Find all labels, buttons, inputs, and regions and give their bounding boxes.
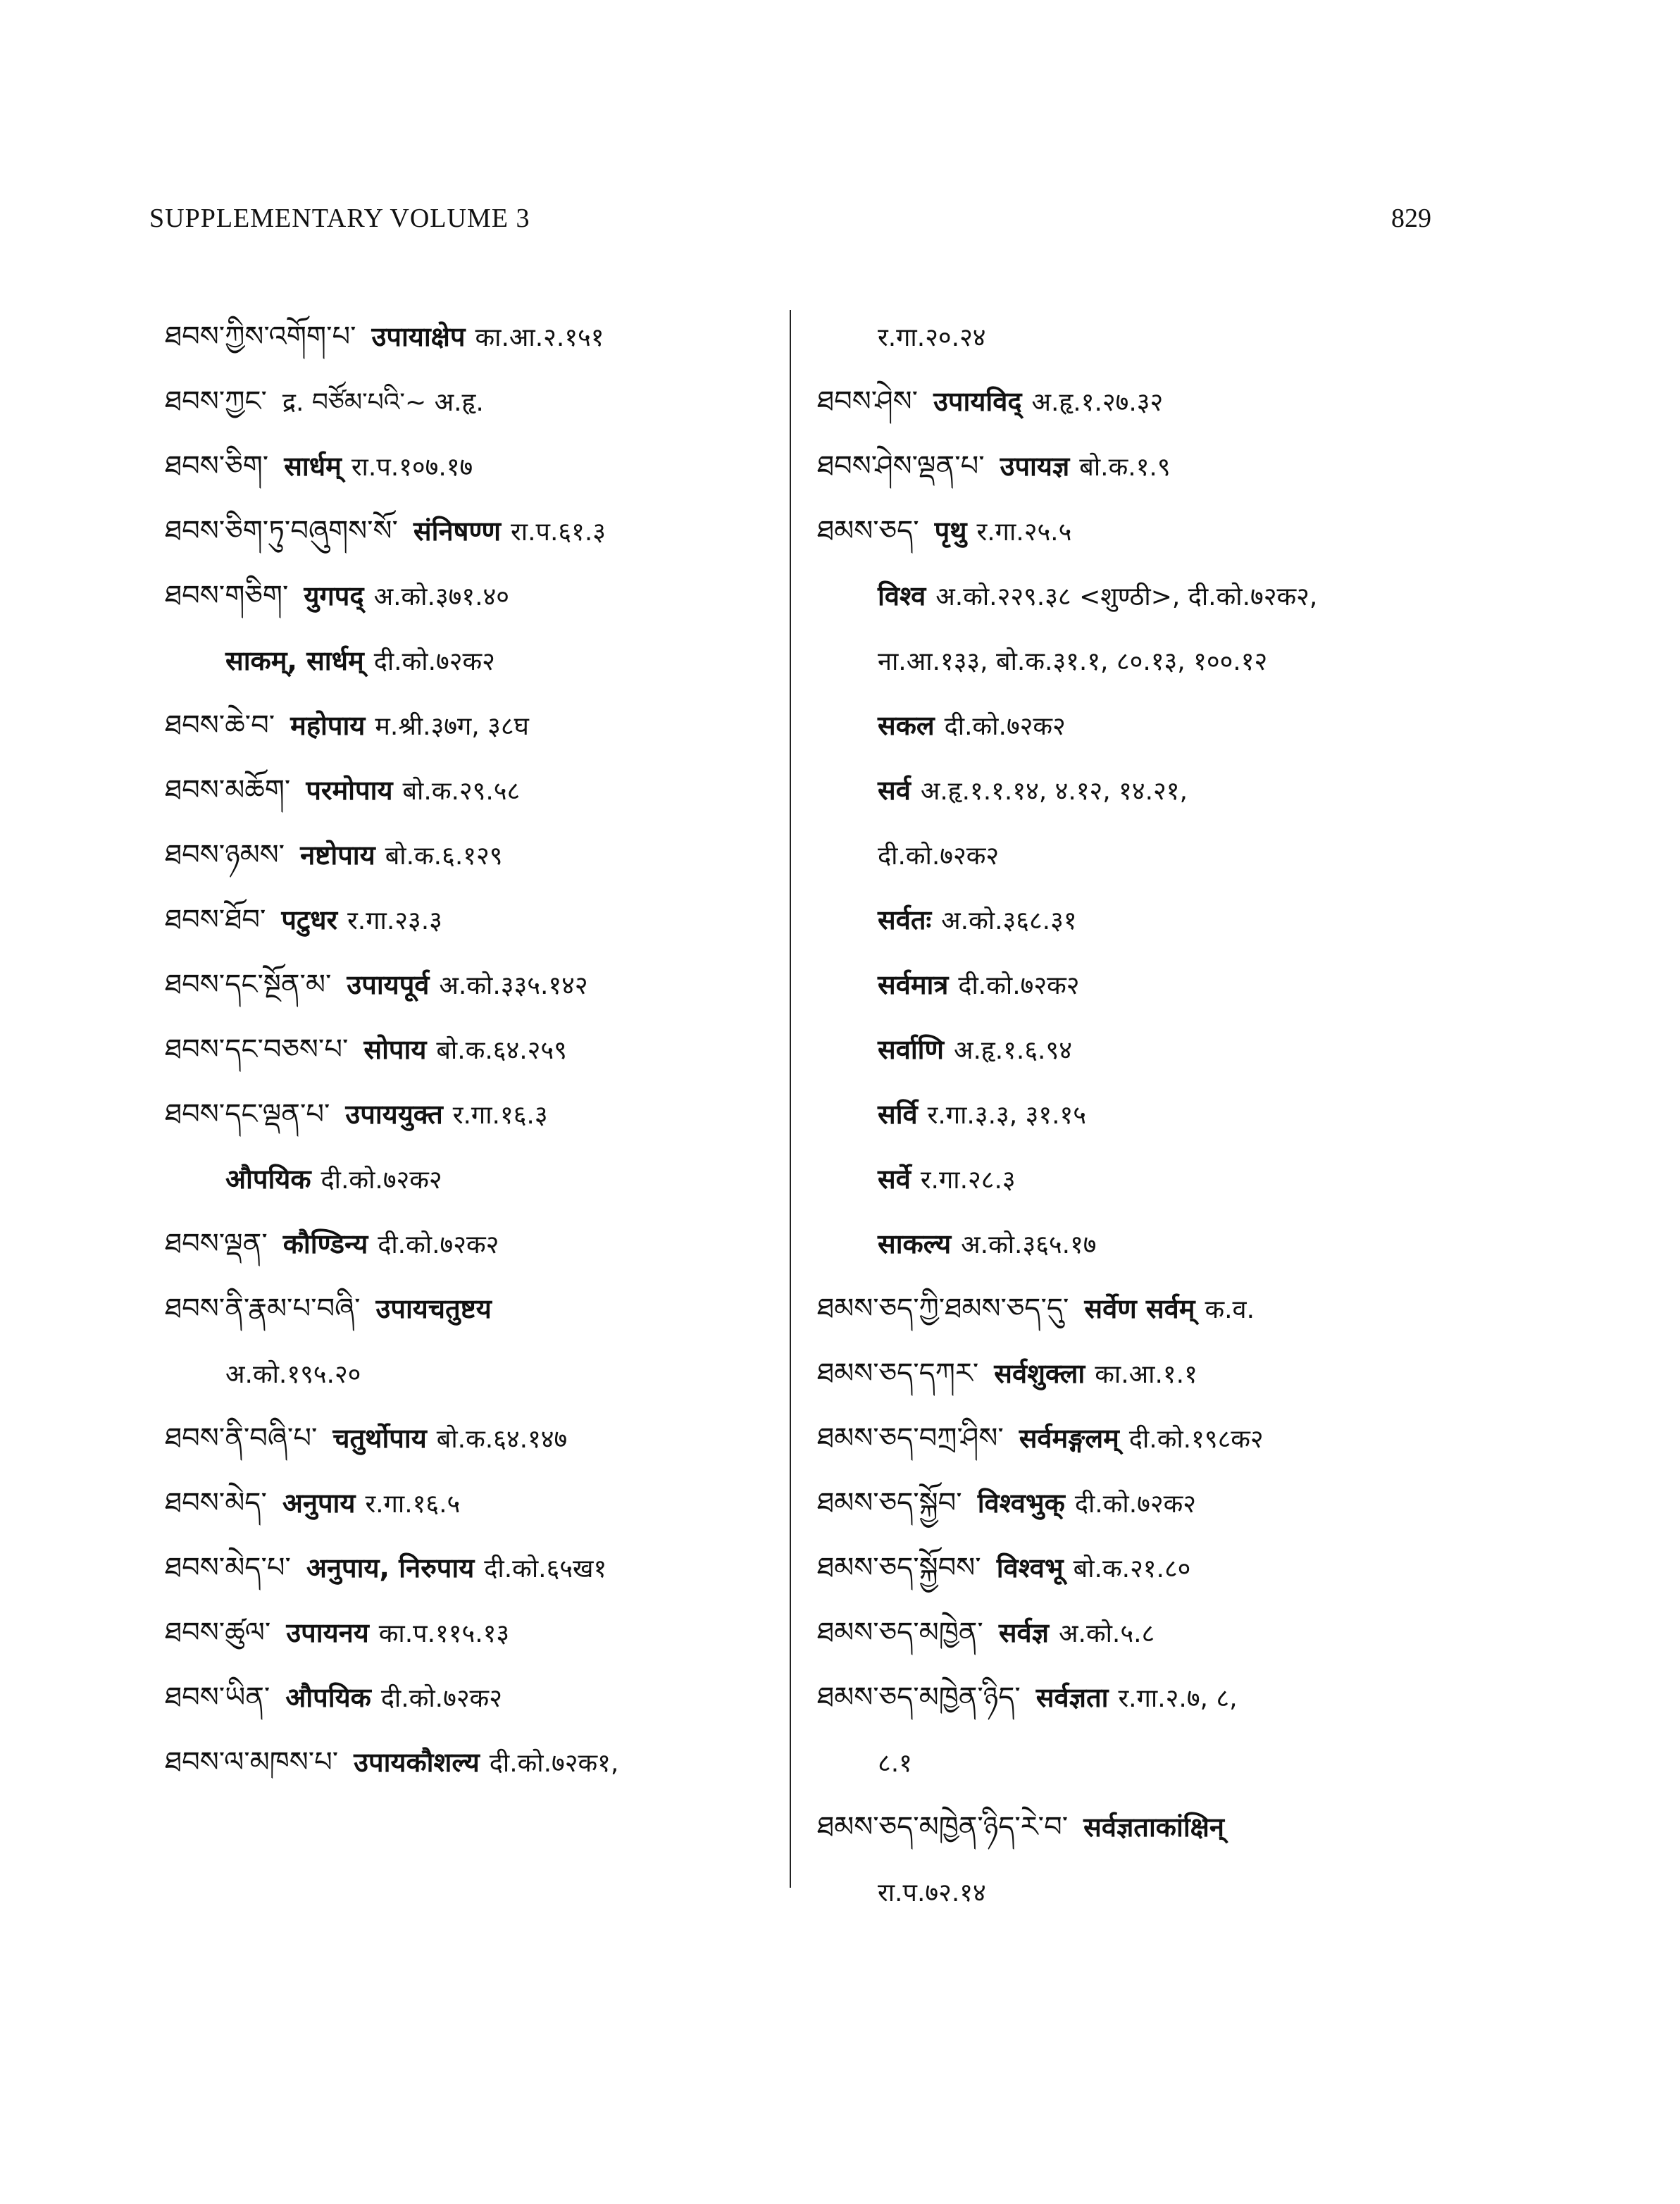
dictionary-entry	[817, 1665, 1451, 1730]
dictionary-entry	[817, 888, 1451, 952]
source-reference: अ.को.१९५.२०	[225, 1360, 361, 1389]
tibetan-headword: ཐབས་ཤེས་	[817, 385, 919, 418]
tibetan-headword: ཐམས་ཅད་	[817, 515, 919, 547]
tibetan-headword: ཐམས་ཅད་དཀར་	[817, 1357, 979, 1390]
dictionary-entry	[817, 1276, 1451, 1341]
source-reference: बो.क.२१.८०	[1073, 1555, 1191, 1583]
sanskrit-equivalent: विश्वभुक्	[977, 1488, 1065, 1519]
sanskrit-equivalent: नष्टोपाय	[300, 840, 375, 871]
dictionary-entry	[165, 1276, 785, 1341]
sanskrit-equivalent: सोपाय	[363, 1034, 427, 1065]
dictionary-entry	[165, 1471, 785, 1536]
dictionary-entry	[817, 1730, 1451, 1795]
source-reference: अ.को.३३५.१४२	[439, 971, 588, 1000]
dictionary-entry	[165, 1536, 785, 1600]
dictionary-entry	[817, 1406, 1451, 1471]
sanskrit-equivalent: संनिषण्ण	[413, 516, 502, 547]
sanskrit-equivalent: उपायज्ञ	[1000, 451, 1070, 482]
sanskrit-equivalent: विश्व	[878, 580, 926, 611]
tibetan-headword: ཐམས་ཅད་ཀྱི་ཐམས་ཅད་དུ་	[817, 1293, 1069, 1325]
source-reference: क.व.	[1205, 1295, 1255, 1324]
tibetan-headword: ཐབས་ཚུལ་	[165, 1617, 271, 1649]
tibetan-headword: ཐབས་ཉམས་	[165, 839, 285, 871]
source-reference: र.गा.२५.५	[976, 518, 1072, 547]
sanskrit-equivalent: विश्वभू	[996, 1552, 1064, 1583]
dictionary-entry	[817, 564, 1451, 628]
dictionary-entry	[817, 758, 1451, 823]
column-divider	[790, 310, 791, 1888]
tibetan-headword: ཐབས་ཆེ་བ་	[165, 709, 275, 742]
sanskrit-equivalent: सर्वज्ञ	[998, 1617, 1049, 1648]
source-reference: र.गा.२०.२४	[878, 323, 986, 352]
tibetan-headword: ཐབས་ལྡན་	[165, 1228, 268, 1260]
source-reference: बो.क.६४.२५९	[436, 1036, 567, 1065]
source-reference: दी.को.७२क२	[321, 1166, 442, 1195]
tibetan-headword: ཐབས་ཡིན་	[165, 1681, 270, 1714]
dictionary-entry	[817, 1082, 1451, 1147]
sanskrit-equivalent: औपयिक	[225, 1164, 311, 1195]
sanskrit-equivalent: सर्वे	[878, 1164, 911, 1195]
source-reference: म.श्री.३७ग, ३८घ	[375, 712, 529, 741]
source-reference: दी.को.७२क२	[878, 842, 1000, 871]
tibetan-headword: ཐམས་ཅད་སྐྱོབ་	[817, 1487, 962, 1519]
sanskrit-equivalent: परमोपाय	[306, 775, 393, 806]
dictionary-entry	[817, 1471, 1451, 1536]
source-reference: र.गा.१६.३	[452, 1101, 548, 1130]
source-reference: र.गा.२३.३	[347, 907, 442, 935]
source-reference: अ.हृ.१.६.९४	[953, 1036, 1072, 1065]
tibetan-headword: ཐབས་མེད་པ་	[165, 1552, 291, 1584]
sanskrit-equivalent: औपयिक	[285, 1682, 371, 1713]
source-reference: का.आ.२.१५१	[475, 323, 604, 352]
sanskrit-equivalent: सर्व	[878, 775, 911, 806]
tibetan-headword: ཐབས་ཀྱང་	[165, 385, 267, 418]
source-reference: अ.हृ.१.२७.३२	[1031, 388, 1164, 417]
sanskrit-equivalent: सर्वशुक्ला	[994, 1358, 1085, 1389]
dictionary-entry	[165, 693, 785, 758]
dictionary-entry	[817, 823, 1451, 888]
sanskrit-equivalent: साकल्य	[878, 1228, 952, 1259]
sanskrit-equivalent: उपायविद्	[933, 386, 1022, 417]
source-reference: दी.को.७२क२	[380, 1684, 502, 1713]
sanskrit-equivalent: युगपद्	[304, 580, 364, 611]
tibetan-headword: ཐབས་དང་ལྡན་པ་	[165, 1098, 330, 1131]
dictionary-entry	[817, 1212, 1451, 1276]
dictionary-entry	[165, 564, 785, 628]
sanskrit-equivalent: अनुपाय	[282, 1488, 356, 1519]
dictionary-entry	[817, 693, 1451, 758]
left-column	[165, 304, 785, 1795]
source-reference: बो.क.२९.५८	[402, 777, 521, 806]
dictionary-entry	[817, 1795, 1451, 1860]
page-number: 829	[1391, 204, 1431, 233]
source-reference: र.गा.२८.३	[920, 1166, 1016, 1195]
source-reference: द्र. བཙོམ་པའི་~ अ.हृ.	[282, 388, 484, 417]
sanskrit-equivalent: उपायपूर्व	[347, 969, 430, 1000]
dictionary-entry	[165, 1730, 785, 1795]
tibetan-headword: ཐབས་ཅིག་ཏུ་བཞུགས་སོ་	[165, 515, 398, 547]
source-reference: रा.प.७२.१४	[878, 1879, 986, 1907]
sanskrit-equivalent: कौण्डिन्य	[282, 1228, 368, 1259]
sanskrit-equivalent: सर्वाणि	[878, 1034, 944, 1065]
dictionary-entry	[165, 434, 785, 499]
source-reference: दी.को.७२क२	[944, 712, 1066, 741]
sanskrit-equivalent: महोपाय	[290, 710, 366, 741]
sanskrit-equivalent: उपायकौशल्य	[354, 1747, 480, 1778]
sanskrit-equivalent: उपाययुक्त	[345, 1099, 443, 1130]
source-reference: दी.को.६५ख१	[484, 1555, 607, 1583]
source-reference: दी.को.७२क१,	[489, 1749, 619, 1778]
sanskrit-equivalent: सर्वि	[878, 1099, 918, 1130]
source-reference: रा.प.१०७.१७	[351, 453, 473, 482]
tibetan-headword: ཐབས་ཀྱིས་འགོག་པ་	[165, 320, 356, 353]
tibetan-headword: ཐམས་ཅད་བཀྲ་ཤིས་	[817, 1422, 1004, 1455]
dictionary-entry	[165, 1406, 785, 1471]
dictionary-entry	[817, 1536, 1451, 1600]
dictionary-entry	[817, 1860, 1451, 1924]
sanskrit-equivalent: उपायनय	[286, 1617, 369, 1648]
source-reference: दी.को.७२क२	[373, 647, 495, 676]
dictionary-entry	[817, 1017, 1451, 1082]
dictionary-entry	[817, 304, 1451, 369]
source-reference: अ.को.३६५.१७	[961, 1231, 1097, 1259]
dictionary-entry	[165, 758, 785, 823]
source-reference: बो.क.६४.१४७	[436, 1425, 568, 1454]
sanskrit-equivalent: पटुधर	[281, 904, 338, 935]
sanskrit-equivalent: उपायाक्षेप	[371, 321, 466, 352]
sanskrit-equivalent: साकम्, सार्धम्	[225, 645, 364, 676]
source-reference: दी.को.७२क२	[958, 971, 1080, 1000]
sanskrit-equivalent: पृथु	[934, 516, 967, 547]
dictionary-entry	[165, 1017, 785, 1082]
source-reference: का.आ.१.१	[1095, 1360, 1197, 1389]
sanskrit-equivalent: सर्वतः	[878, 904, 932, 935]
source-reference: अ.को.२२९.३८ <शुण्ठी>, दी.को.७२क२,	[935, 583, 1318, 611]
tibetan-headword: ཐབས་ཤེས་ལྡན་པ་	[817, 450, 985, 482]
sanskrit-equivalent: सर्वमात्र	[878, 969, 949, 1000]
sanskrit-equivalent: सर्वज्ञताकांक्षिन्	[1083, 1812, 1225, 1843]
tibetan-headword: ཐབས་མཆོག་	[165, 774, 291, 807]
right-column	[817, 304, 1451, 1924]
dictionary-entry	[817, 434, 1451, 499]
dictionary-entry	[165, 1600, 785, 1665]
dictionary-entry	[817, 628, 1451, 693]
tibetan-headword: ཐབས་གཅིག་	[165, 580, 289, 612]
dictionary-entry	[165, 628, 785, 693]
dictionary-entry	[165, 1665, 785, 1730]
dictionary-entry	[817, 369, 1451, 434]
running-head: SUPPLEMENTARY VOLUME 3	[149, 204, 530, 233]
source-reference: अ.को.३६८.३१	[941, 907, 1077, 935]
sanskrit-equivalent: सार्धम्	[284, 451, 342, 482]
dictionary-entry	[817, 952, 1451, 1017]
dictionary-entry	[165, 823, 785, 888]
tibetan-headword: ཐབས་ཅིག་	[165, 450, 269, 482]
tibetan-headword: ཐབས་མེད་	[165, 1487, 267, 1519]
source-reference: ८.१	[878, 1749, 912, 1778]
source-reference: अ.को.५.८	[1059, 1619, 1155, 1648]
tibetan-headword: ཐམས་ཅད་མཁྱེན་	[817, 1617, 983, 1649]
sanskrit-equivalent: उपायचतुष्टय	[375, 1293, 492, 1324]
tibetan-headword: ཐམས་ཅད་མཁྱེན་ཉིད་	[817, 1681, 1021, 1714]
source-reference: दी.को.७२क२	[1074, 1490, 1196, 1519]
page-header	[149, 203, 1431, 245]
source-reference: ना.आ.१३३, बो.क.३१.१, ८०.१३, १००.१२	[878, 647, 1268, 676]
sanskrit-equivalent: सकल	[878, 710, 935, 741]
source-reference: र.गा.२.७, ८,	[1118, 1684, 1238, 1713]
dictionary-entry	[165, 1212, 785, 1276]
source-reference: बो.क.६.१२९	[385, 842, 503, 871]
source-reference: दी.को.१९८क२	[1128, 1425, 1264, 1454]
dictionary-entry	[165, 1341, 785, 1406]
source-reference: दी.को.७२क२	[378, 1231, 499, 1259]
dictionary-entry	[165, 952, 785, 1017]
sanskrit-equivalent: अनुपाय, निरुपाय	[306, 1552, 475, 1583]
source-reference: रा.प.६१.३	[511, 518, 606, 547]
tibetan-headword: ཐབས་དང་སྔོན་མ་	[165, 969, 332, 1001]
dictionary-entry	[165, 888, 785, 952]
tibetan-headword: ཐབས་ནི་རྣམ་པ་བཞི་	[165, 1293, 361, 1325]
tibetan-headword: ཐབས་ཐོབ་	[165, 904, 266, 936]
dictionary-entry	[165, 499, 785, 564]
dictionary-entry	[165, 369, 785, 434]
tibetan-headword: ཐབས་ནི་བཞི་པ་	[165, 1422, 318, 1455]
source-reference: अ.हृ.१.१.१४, ४.१२, १४.२१,	[920, 777, 1188, 806]
sanskrit-equivalent: चतुर्थोपाय	[332, 1423, 427, 1454]
source-reference: बो.क.१.९	[1079, 453, 1171, 482]
tibetan-headword: ཐབས་ལ་མཁས་པ་	[165, 1746, 339, 1779]
dictionary-entry	[165, 1147, 785, 1212]
sanskrit-equivalent: सर्वज्ञता	[1035, 1682, 1109, 1713]
source-reference: र.गा.१६.५	[365, 1490, 461, 1519]
tibetan-headword: ཐབས་དང་བཅས་པ་	[165, 1033, 349, 1066]
source-reference: अ.को.३७१.४०	[373, 583, 509, 611]
sanskrit-equivalent: सर्वमङ्गलम्	[1019, 1423, 1119, 1454]
dictionary-entry	[165, 304, 785, 369]
tibetan-headword: ཐམས་ཅད་མཁྱེན་ཉིད་རེ་བ་	[817, 1811, 1069, 1843]
dictionary-entry	[817, 1600, 1451, 1665]
tibetan-headword: ཐམས་ཅད་སྐྱོབས་	[817, 1552, 981, 1584]
dictionary-entry	[817, 1341, 1451, 1406]
source-reference: का.प.११५.१३	[378, 1619, 510, 1648]
sanskrit-equivalent: सर्वेण सर्वम्	[1084, 1293, 1195, 1324]
dictionary-entry	[817, 1147, 1451, 1212]
dictionary-entry	[165, 1082, 785, 1147]
source-reference: र.गा.३.३, ३१.१५	[927, 1101, 1086, 1130]
dictionary-entry	[817, 499, 1451, 564]
